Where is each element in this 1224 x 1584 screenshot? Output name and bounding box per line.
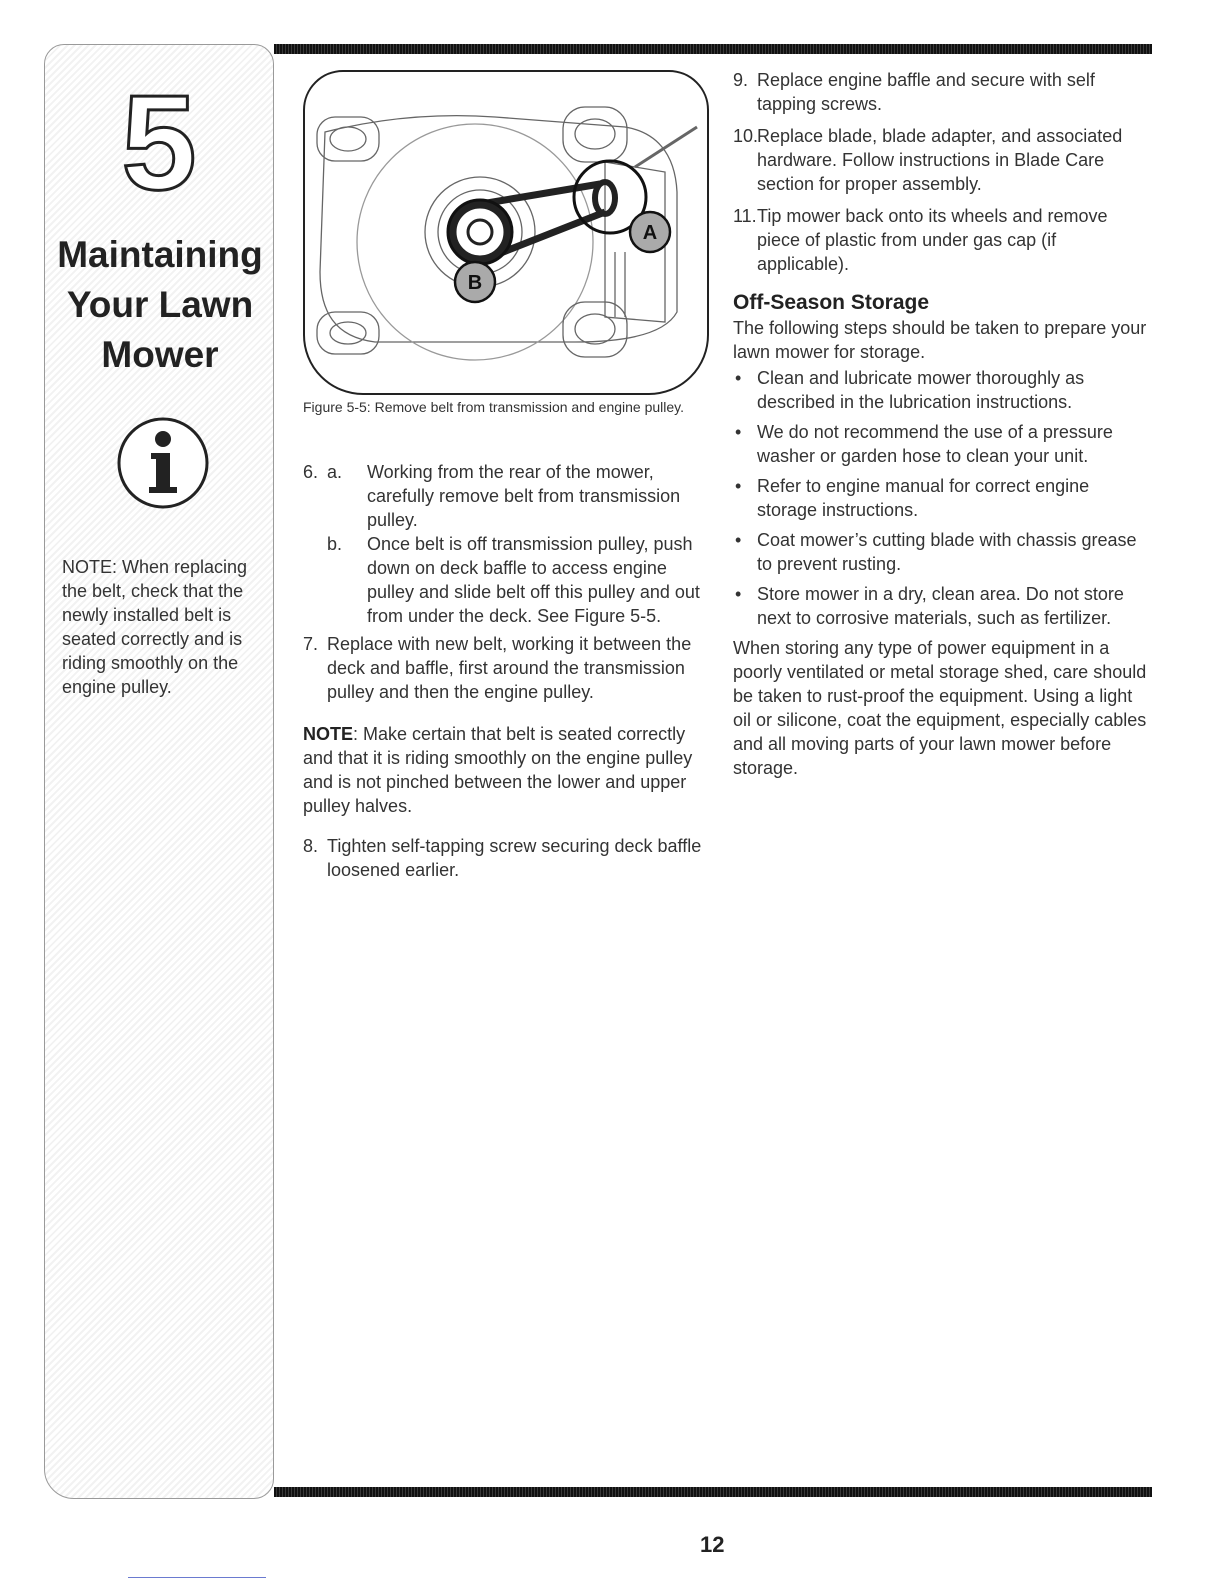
step-9-text: Replace engine baffle and secure with self tapping screws.: [757, 70, 1095, 114]
chapter-title-line-2: Your Lawn: [66, 284, 254, 325]
storage-bullet: [733, 366, 1153, 414]
step-6a-text: Working from the rear of the mower, carefully remove belt from transmission pulley.: [367, 462, 681, 530]
step-6a-label: a.: [327, 462, 343, 482]
callout-b-label: B: [467, 272, 483, 294]
step-7: [303, 632, 715, 704]
storage-bullet: [733, 474, 1153, 522]
step-11: [733, 204, 1153, 276]
top-rule: [274, 44, 1152, 54]
step-10: [733, 124, 1153, 196]
chapter-title: [35, 230, 285, 380]
mower-underside-illustration: [305, 72, 707, 393]
bullet-dot: •: [735, 422, 742, 442]
step-8-number: 8.: [303, 836, 319, 856]
storage-bullet: [733, 582, 1153, 630]
chapter-title-line-3: Mower: [101, 334, 219, 375]
bullet-dot: •: [735, 476, 742, 496]
sidebar-note: NOTE: When replacing the belt, check that the newly installed belt is seated correctly and is riding smoothly on the engine pulley.: [62, 557, 248, 697]
step-11-text: Tip mower back onto its wheels and remove piece of plastic from under gas cap (if applicable).: [757, 206, 1108, 274]
chapter-title-line-1: Maintaining: [57, 234, 263, 275]
bottom-rule: [274, 1487, 1152, 1497]
callout-a-label: A: [642, 222, 658, 244]
footer-line: [128, 1577, 266, 1578]
off-season-storage-heading: Off-Season Storage: [733, 291, 930, 314]
step-8-text: Tighten self-tapping screw securing deck baffle loosened earlier.: [327, 836, 702, 880]
step-6b: [327, 532, 715, 628]
note-text: : Make certain that belt is seated correctly and that it is riding smoothly on the engine pulley and is not pinched between the lower and upper pulley halves.: [303, 724, 693, 816]
step-6: [303, 460, 715, 628]
storage-bullet: [733, 528, 1153, 576]
storage-bullet-text: Coat mower’s cutting blade with chassis grease to prevent rusting.: [757, 530, 1137, 574]
step-6b-text: Once belt is off transmission pulley, push down on deck baffle to access engine pulley and slide belt off this pulley and out from under the deck. See Figure 5-5.: [367, 534, 700, 626]
info-icon: [115, 415, 211, 511]
storage-bullet: [733, 420, 1153, 468]
storage-intro: The following steps should be taken to prepare your lawn mower for storage.: [733, 318, 1147, 362]
step-7-number: 7.: [303, 634, 319, 654]
step-10-number: 10.: [733, 126, 759, 146]
figure-5-5: [303, 70, 709, 395]
step-7-text: Replace with new belt, working it between the deck and baffle, first around the transmission pulley and then the engine pulley.: [327, 634, 692, 702]
storage-bullet-text: Clean and lubricate mower thoroughly as described in the lubrication instructions.: [757, 368, 1085, 412]
storage-closing: When storing any type of power equipment in a poorly ventilated or metal storage shed, care should be taken to rust-proof the equipment. Using a light oil or silicone, coat the equipment, especially cables and all moving parts of your lawn mower before storage.: [733, 638, 1147, 778]
step-6a: [327, 460, 715, 532]
step-6b-label: b.: [327, 534, 343, 554]
left-column: [303, 460, 715, 890]
bullet-dot: •: [735, 368, 742, 388]
note-label: NOTE: [303, 724, 354, 744]
step-11-number: 11.: [733, 206, 757, 226]
storage-bullet-text: Refer to engine manual for correct engine storage instructions.: [757, 476, 1090, 520]
page-number: 12: [700, 1532, 725, 1557]
bullet-dot: •: [735, 530, 742, 550]
chapter-number: 5: [121, 67, 197, 218]
step-6-number: 6.: [303, 462, 319, 482]
step-8: [303, 834, 715, 882]
step-10-text: Replace blade, blade adapter, and associated hardware. Follow instructions in Blade Care section for proper assembly.: [757, 126, 1123, 194]
step-9-number: 9.: [733, 70, 749, 90]
storage-bullet-text: We do not recommend the use of a pressure washer or garden hose to clean your unit.: [757, 422, 1113, 466]
step-9: [733, 68, 1153, 116]
left-note: [303, 722, 715, 818]
storage-bullet-text: Store mower in a dry, clean area. Do not store next to corrosive materials, such as fertilizer.: [757, 584, 1124, 628]
right-column: [733, 68, 1153, 780]
bullet-dot: •: [735, 584, 742, 604]
chapter-sidebar: [44, 44, 274, 1499]
figure-caption: Figure 5-5: Remove belt from transmission and engine pulley.: [303, 399, 685, 415]
